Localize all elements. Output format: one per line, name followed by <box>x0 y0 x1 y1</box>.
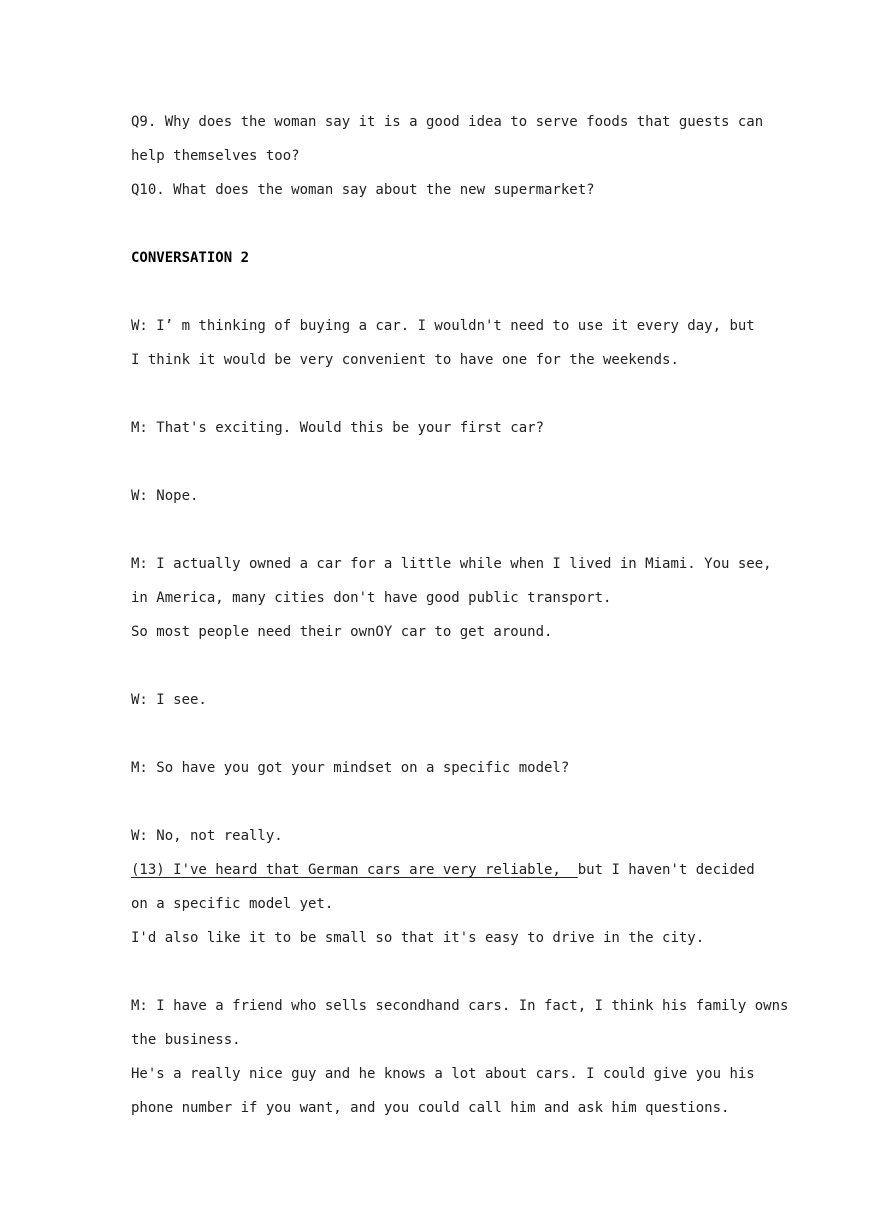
conversation-heading: CONVERSATION 2 <box>131 250 250 266</box>
dialogue-line <box>131 853 755 887</box>
question-9-line-1: Q9. Why does the woman say it is a good idea to serve foods that guests can <box>131 114 764 130</box>
dialogue-line: W: I’ m thinking of buying a car. I wouldn't need to use it every day, but <box>131 318 755 334</box>
dialogue-line: He's a really nice guy and he knows a lot about cars. I could give you his <box>131 1066 755 1082</box>
dialogue-line: M: I actually owned a car for a little while when I lived in Miami. You see, <box>131 556 772 572</box>
question-10: Q10. What does the woman say about the new supermarket? <box>131 182 595 198</box>
dialogue-line: phone number if you want, and you could call him and ask him questions. <box>131 1100 730 1116</box>
spacer <box>131 717 751 751</box>
dialogue-line: on a specific model yet. <box>131 896 334 912</box>
spacer <box>131 207 751 241</box>
dialogue-line: I'd also like it to be small so that it's easy to drive in the city. <box>131 930 705 946</box>
document-page <box>131 105 789 1125</box>
spacer <box>131 955 751 989</box>
dialogue-line: M: That's exciting. Would this be your first car? <box>131 420 545 436</box>
underlined-answer: (13) I've heard that German cars are very reliable, <box>131 862 578 878</box>
dialogue-line: M: I have a friend who sells secondhand cars. In fact, I think his family owns <box>131 998 789 1014</box>
dialogue-line: W: I see. <box>131 692 207 708</box>
spacer <box>131 513 751 547</box>
question-9-line-2: help themselves too? <box>131 148 300 164</box>
dialogue-line: W: Nope. <box>131 488 199 504</box>
spacer <box>131 649 751 683</box>
dialogue-line: I think it would be very convenient to have one for the weekends. <box>131 352 679 368</box>
dialogue-line: So most people need their ownOY car to get around. <box>131 624 553 640</box>
spacer <box>131 275 751 309</box>
spacer <box>131 785 751 819</box>
dialogue-line: M: So have you got your mindset on a specific model? <box>131 760 570 776</box>
dialogue-line: W: No, not really. <box>131 828 283 844</box>
dialogue-line: the business. <box>131 1032 241 1048</box>
spacer <box>131 445 751 479</box>
dialogue-text: but I haven't decided <box>577 862 755 878</box>
dialogue-line: in America, many cities don't have good public transport. <box>131 590 612 606</box>
spacer <box>131 377 751 411</box>
